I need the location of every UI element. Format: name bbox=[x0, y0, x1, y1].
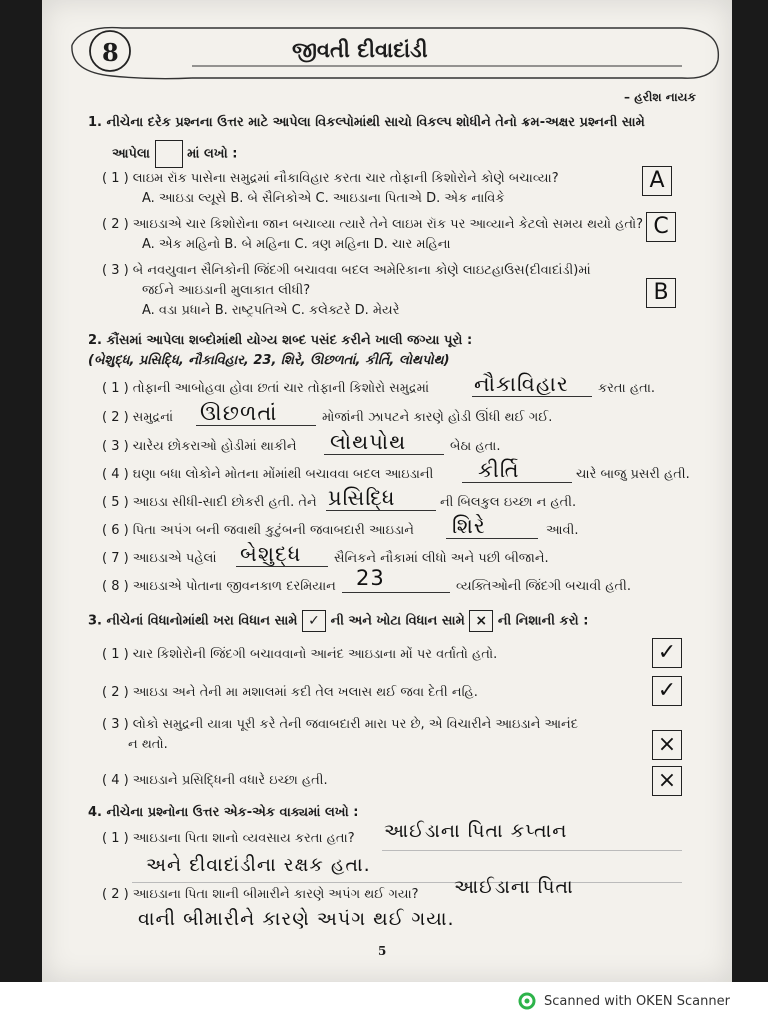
q4-answer-1-line2: અને દીવાદાંડીના રક્ષક હતા. bbox=[146, 854, 371, 876]
q2-item-6-blank bbox=[446, 538, 538, 539]
answer-box-sample bbox=[155, 140, 183, 168]
q2-heading: 2. કૌંસમાં આપેલા શબ્દોમાંથી યોગ્ય શબ્દ પસંદ કરીને ખાલી જગ્યા પૂરો : bbox=[88, 333, 473, 348]
oken-label: Scanned with OKEN Scanner bbox=[544, 993, 730, 1009]
q1-options-2: A. એક મહિનો B. બે મહિના C. ત્રણ મહિના D. ચાર મહિના bbox=[142, 237, 451, 252]
q2-item-5-answer: પ્રસિદ્ધિ bbox=[328, 486, 396, 510]
q2-item-7-blank bbox=[236, 566, 328, 567]
q3-mark-box-3: × bbox=[652, 730, 682, 760]
q3-heading: 3. નીચેનાં વિધાનોમાંથી ખરા વિધાન સામે ✓ ની અને ખોટા વિધાન સામે × ની નિશાની કરો : bbox=[88, 610, 588, 632]
footer-page-number: 5 bbox=[378, 944, 387, 958]
q4-answer-2-line1: આઈડાના પિતા bbox=[454, 876, 574, 898]
q2-item-3-pre: ( 3 ) ચારેય છોકરાઓ હોડીમાં થાકીને bbox=[102, 439, 297, 454]
q1-heading-line2: આપેલા માં લખો : bbox=[112, 140, 237, 168]
q1-answer-box-1: A bbox=[642, 166, 672, 196]
q4-answer-2-line2: વાની બીમારીને કારણે અપંગ થઈ ગયા. bbox=[138, 908, 455, 930]
q2-item-5-blank bbox=[326, 510, 436, 511]
q2-item-8-blank bbox=[342, 592, 450, 593]
q1-answer-box-3: B bbox=[646, 278, 676, 308]
q4-heading: 4. નીચેના પ્રશ્નોના ઉત્તર એક-એક વાક્યમાં લખો : bbox=[88, 805, 359, 820]
q3-mark-box-1: ✓ bbox=[652, 638, 682, 668]
q2-item-7-answer: બેશુદ્ધ bbox=[240, 542, 302, 566]
q2-item-8-answer: 23 bbox=[356, 566, 385, 590]
q4-answer-1-rule2 bbox=[132, 882, 682, 883]
q2-item-4-post: ચારે બાજુ પ્રસરી હતી. bbox=[576, 467, 690, 482]
q2-item-4-pre: ( 4 ) ઘણા બધા લોકોને મોતના મોંમાંથી બચાવવા બદલ આઇડાની bbox=[102, 467, 434, 482]
q2-item-8-pre: ( 8 ) આઇડાએ પોતાના જીવનકાળ દરમિયાન bbox=[102, 579, 336, 594]
oken-watermark bbox=[518, 992, 730, 1010]
q1-answer-box-2: C bbox=[646, 212, 676, 242]
q2-item-3-blank bbox=[324, 454, 444, 455]
q4-answer-1-rule1 bbox=[382, 850, 682, 851]
q2-item-4-blank bbox=[462, 482, 572, 483]
q3-mark-box-2: ✓ bbox=[652, 676, 682, 706]
q2-word-bank: (બેશુદ્ધ, પ્રસિદ્ધિ, નૌકાવિહાર, 23, શિરે, ઊછળતાં, કીર્તિ, લોથપોથ) bbox=[88, 353, 450, 368]
q2-item-2-post: મોજાંની ઝાપટને કારણે હોડી ઊંધી થઈ ગઈ. bbox=[322, 410, 553, 425]
oken-logo-icon bbox=[518, 992, 536, 1010]
q2-item-2-pre: ( 2 ) સમુદ્રનાં bbox=[102, 410, 174, 425]
q3-statement-1: ( 1 ) ચાર કિશોરોની જિંદગી બચાવવાનો આનંદ આઇડાના મોં પર વર્તાતો હતો. bbox=[102, 647, 498, 662]
q3-statement-2: ( 2 ) આઇડા અને તેની મા મશાલમાં કદી તેલ ખલાસ થઈ જવા દેતી નહિ. bbox=[102, 685, 478, 700]
q4-question-2: ( 2 ) આઇડાના પિતા શાની બીમારીને કારણે અપંગ થઈ ગયા? bbox=[102, 887, 419, 902]
author-name: – હરીશ નાયક bbox=[624, 90, 696, 104]
cross-sample-box: × bbox=[469, 610, 493, 632]
worksheet-page bbox=[42, 0, 732, 982]
q2-item-1-answer: નૌકાવિહાર bbox=[474, 372, 569, 396]
q3-statement-3: ( 3 ) લોકો સમુદ્રની યાત્રા પૂરી કરે તેની જવાબદારી મારા પર છે, એ વિચારીને આઇડાને આનંદ bbox=[102, 717, 579, 732]
q2-item-1-blank bbox=[472, 396, 592, 397]
q2-item-6-post: આવી. bbox=[546, 523, 579, 538]
q2-item-3-answer: લોથપોથ bbox=[330, 430, 407, 454]
q1-options-1: A. આઇડા લ્યૂસે B. બે સૈનિકોએ C. આઇડાના પિતાએ D. એક નાવિકે bbox=[142, 191, 505, 206]
page-number: 8 bbox=[102, 38, 119, 67]
q2-item-2-blank bbox=[196, 425, 316, 426]
q2-item-2-answer: ઊછળતાં bbox=[200, 401, 278, 425]
q2-item-1-pre: ( 1 ) તોફાની આબોહવા હોવા છતાં ચાર તોફાની કિશોરો સમુદ્રમાં bbox=[102, 381, 430, 396]
q1-heading: 1. નીચેના દરેક પ્રશ્નના ઉત્તર માટે આપેલા વિકલ્પોમાંથી સાચો વિકલ્પ શોધીને તેનો ક્રમ-અક્ષર પ્રશ્નની સામે bbox=[88, 115, 645, 130]
q2-item-7-post: સૈનિકને નૌકામાં લીધો અને પછી બીજાને. bbox=[334, 551, 549, 566]
q3-statement-4: ( 4 ) આઇડાને પ્રસિદ્ધિની વધારે ઇચ્છા હતી. bbox=[102, 773, 328, 788]
q2-item-6-pre: ( 6 ) પિતા અપંગ બની જવાથી કુટુંબની જવાબદારી આઇડાને bbox=[102, 523, 414, 538]
q2-item-5-post: ની બિલકુલ ઇચ્છા ન હતી. bbox=[440, 495, 577, 510]
q3-mark-box-4: × bbox=[652, 766, 682, 796]
q4-question-1: ( 1 ) આઇડાના પિતા શાનો વ્યવસાય કરતા હતા? bbox=[102, 831, 355, 846]
q2-item-4-answer: કીર્તિ bbox=[478, 458, 520, 482]
q2-item-6-answer: શિરે bbox=[452, 514, 486, 538]
q2-item-5-pre: ( 5 ) આઇડા સીધી-સાદી છોકરી હતી. તેને bbox=[102, 495, 317, 510]
q2-item-3-post: બેઠા હતા. bbox=[450, 439, 501, 454]
q1-question-2: ( 2 ) આઇડાએ ચાર કિશોરોના જાન બચાવ્યા ત્યારે તેને લાઇમ રૉક પર આવ્યાને કેટલો સમય થયો હતો? bbox=[102, 217, 644, 232]
q1-options-3: A. વડા પ્રધાને B. રાષ્ટ્રપતિએ C. કલેક્ટરે D. મેયરે bbox=[142, 303, 400, 318]
q2-item-8-post: વ્યક્તિઓની જિંદગી બચાવી હતી. bbox=[456, 579, 631, 594]
q2-item-1-post: કરતા હતા. bbox=[598, 381, 656, 396]
q4-answer-1-line1: આઈડાના પિતા કપ્તાન bbox=[384, 820, 568, 842]
q3-statement-3-line2: ન થતો. bbox=[128, 737, 168, 752]
q1-question-3-line2: જઈને આઇડાની મુલાકાત લીધી? bbox=[142, 283, 311, 298]
q2-item-7-pre: ( 7 ) આઇડાએ પહેલાં bbox=[102, 551, 217, 566]
chapter-title: જીવતી દીવાદાંડી bbox=[292, 38, 428, 62]
tick-sample-box: ✓ bbox=[302, 610, 326, 632]
q1-question-3: ( 3 ) બે નવયુવાન સૈનિકોની જિંદગી બચાવવા બદલ અમેરિકાના કોણે લાઇટહાઉસ(દીવાદાંડી)માં bbox=[102, 263, 591, 278]
q1-question-1: ( 1 ) લાઇમ રૉક પાસેના સમુદ્રમાં નૌકાવિહાર કરતા ચાર તોફાની કિશોરોને કોણે બચાવ્યા? bbox=[102, 171, 559, 186]
